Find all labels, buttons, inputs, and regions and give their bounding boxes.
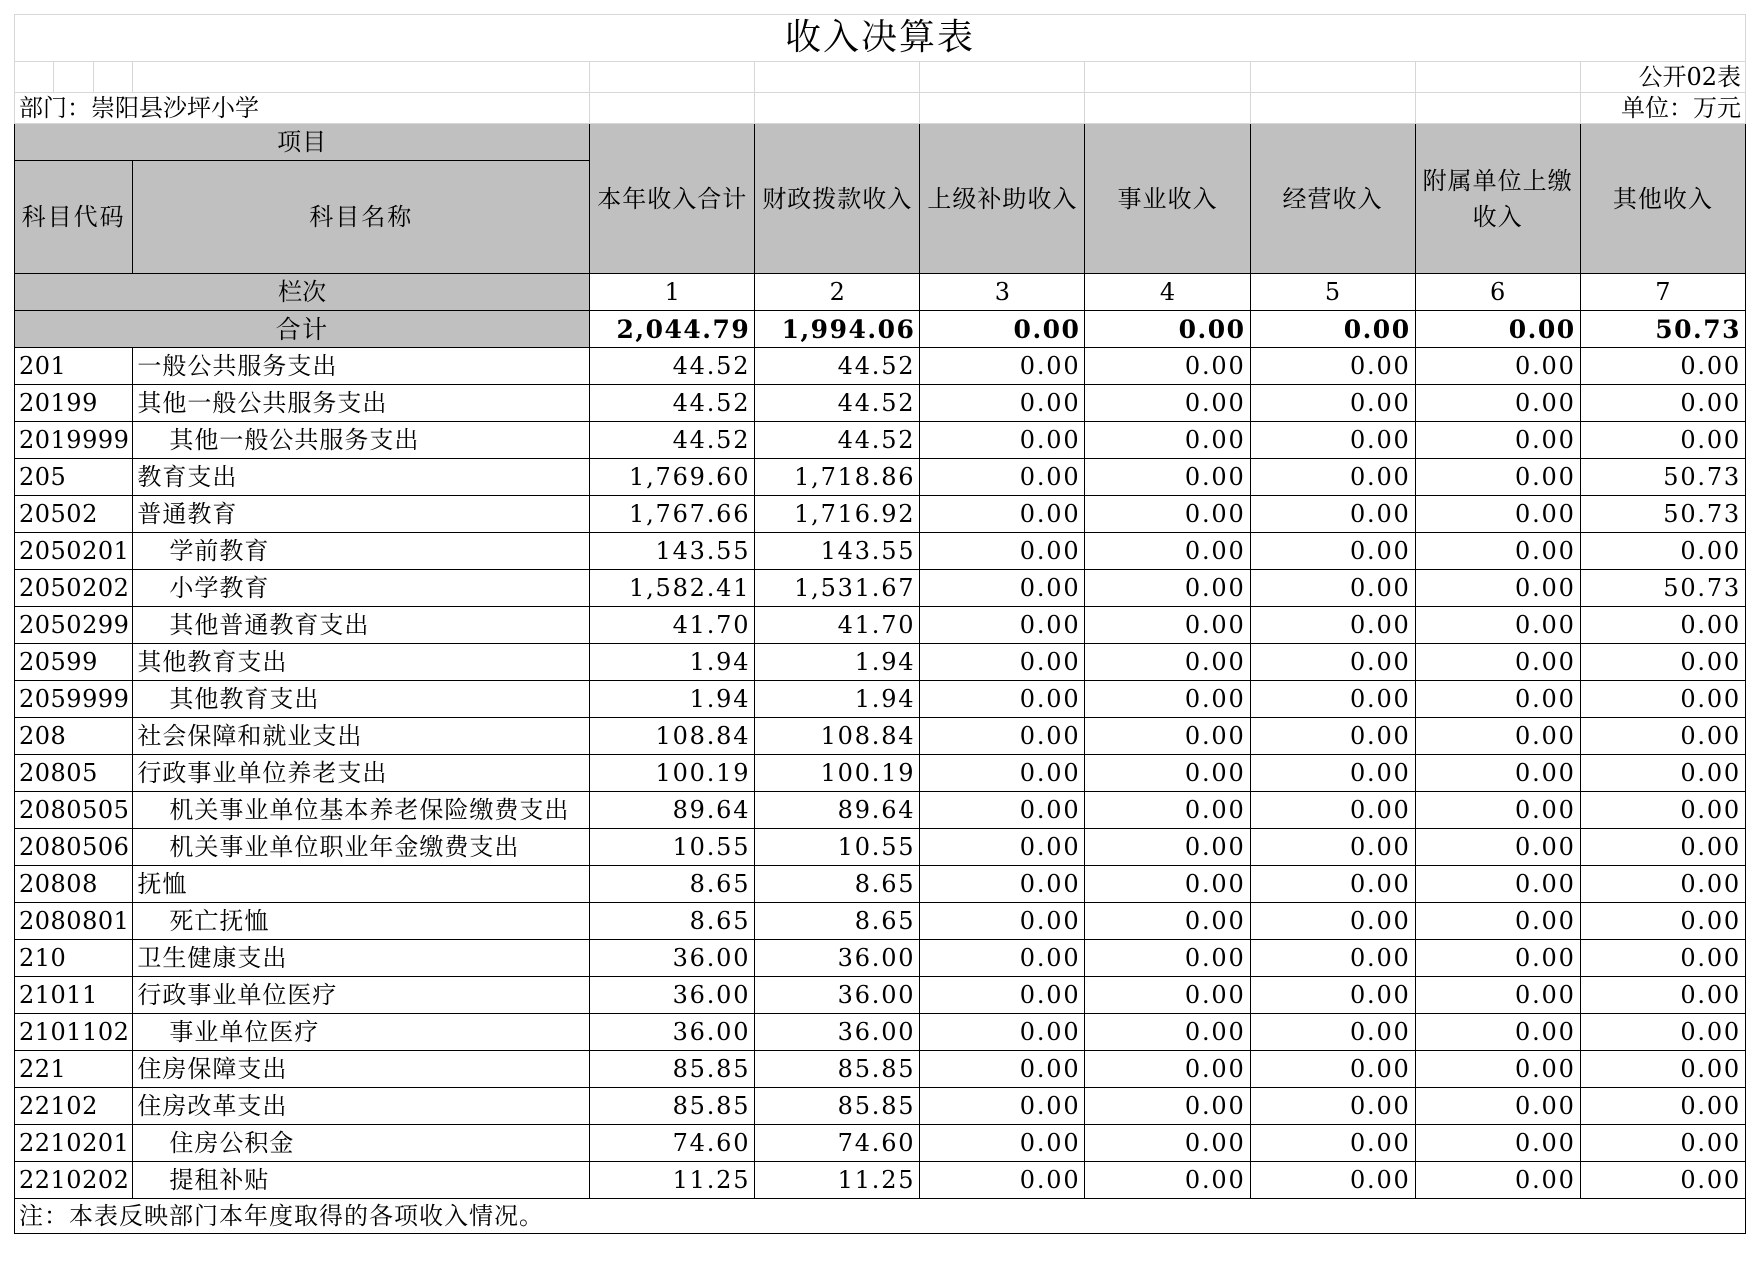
subject-code-cell: 20502 (15, 496, 133, 533)
amount-cell: 74.60 (755, 1125, 920, 1162)
index-cell: 4 (1085, 274, 1250, 311)
total-cell: 0.00 (920, 311, 1085, 348)
amount-cell: 0.00 (1250, 977, 1415, 1014)
amount-cell: 44.52 (755, 422, 920, 459)
amount-cell: 0.00 (1250, 607, 1415, 644)
amount-cell: 0.00 (1085, 829, 1250, 866)
subject-name-cell: 提租补贴 (133, 1162, 590, 1199)
amount-cell: 1,769.60 (590, 459, 755, 496)
amount-cell: 0.00 (920, 977, 1085, 1014)
subject-code-cell: 2101102 (15, 1014, 133, 1051)
amount-cell: 0.00 (920, 644, 1085, 681)
subject-name-cell: 社会保障和就业支出 (133, 718, 590, 755)
header-project: 项目 (15, 124, 590, 161)
footnote: 注：本表反映部门本年度取得的各项收入情况。 (15, 1199, 1746, 1234)
amount-cell: 0.00 (1250, 348, 1415, 385)
amount-cell: 0.00 (1250, 1051, 1415, 1088)
amount-cell: 36.00 (755, 977, 920, 1014)
amount-cell: 0.00 (1250, 866, 1415, 903)
amount-cell: 0.00 (920, 607, 1085, 644)
subject-name-cell: 其他普通教育支出 (133, 607, 590, 644)
amount-cell: 0.00 (1580, 940, 1745, 977)
table-row (15, 977, 1746, 1014)
amount-cell: 1.94 (590, 644, 755, 681)
amount-cell: 0.00 (1085, 644, 1250, 681)
amount-cell: 143.55 (590, 533, 755, 570)
header-subject-code: 科目代码 (15, 161, 133, 274)
amount-cell: 0.00 (1580, 1051, 1745, 1088)
amount-cell: 0.00 (1415, 977, 1580, 1014)
amount-cell: 0.00 (1250, 755, 1415, 792)
amount-cell: 0.00 (1580, 644, 1745, 681)
amount-cell: 0.00 (920, 1088, 1085, 1125)
subject-code-cell: 2050201 (15, 533, 133, 570)
subject-code-cell: 20808 (15, 866, 133, 903)
amount-cell: 50.73 (1580, 459, 1745, 496)
amount-cell: 0.00 (1415, 607, 1580, 644)
amount-cell: 0.00 (1415, 792, 1580, 829)
amount-cell: 0.00 (1250, 1014, 1415, 1051)
amount-cell: 0.00 (1415, 459, 1580, 496)
subject-code-cell: 2210202 (15, 1162, 133, 1199)
amount-cell: 0.00 (920, 940, 1085, 977)
subject-name-cell: 卫生健康支出 (133, 940, 590, 977)
subject-name-cell: 教育支出 (133, 459, 590, 496)
amount-cell: 74.60 (590, 1125, 755, 1162)
subject-name-cell: 其他教育支出 (133, 644, 590, 681)
amount-cell: 36.00 (590, 940, 755, 977)
amount-cell: 0.00 (1085, 755, 1250, 792)
amount-cell: 0.00 (1580, 792, 1745, 829)
amount-cell: 0.00 (1085, 1162, 1250, 1199)
amount-cell: 0.00 (1415, 1088, 1580, 1125)
amount-cell: 36.00 (755, 1014, 920, 1051)
subject-code-cell: 20199 (15, 385, 133, 422)
amount-cell: 0.00 (1250, 570, 1415, 607)
amount-cell: 0.00 (920, 496, 1085, 533)
subject-name-cell: 一般公共服务支出 (133, 348, 590, 385)
subject-name-cell: 其他一般公共服务支出 (133, 385, 590, 422)
amount-cell: 0.00 (1580, 1088, 1745, 1125)
amount-cell: 108.84 (755, 718, 920, 755)
index-cell: 2 (755, 274, 920, 311)
amount-cell: 0.00 (1085, 977, 1250, 1014)
amount-cell: 0.00 (1085, 940, 1250, 977)
amount-cell: 0.00 (1580, 681, 1745, 718)
amount-cell: 0.00 (1580, 866, 1745, 903)
amount-cell: 0.00 (1415, 1014, 1580, 1051)
table-row (15, 718, 1746, 755)
subject-name-cell: 学前教育 (133, 533, 590, 570)
amount-cell: 100.19 (590, 755, 755, 792)
table-row (15, 1051, 1746, 1088)
subject-code-cell: 205 (15, 459, 133, 496)
amount-cell: 0.00 (920, 829, 1085, 866)
amount-cell: 0.00 (1085, 496, 1250, 533)
subject-name-cell: 住房保障支出 (133, 1051, 590, 1088)
amount-cell: 50.73 (1580, 570, 1745, 607)
amount-cell: 0.00 (920, 718, 1085, 755)
amount-cell: 85.85 (590, 1088, 755, 1125)
table-row (15, 681, 1746, 718)
header-subject-name: 科目名称 (133, 161, 590, 274)
subject-name-cell: 机关事业单位职业年金缴费支出 (133, 829, 590, 866)
subject-name-cell: 死亡抚恤 (133, 903, 590, 940)
subject-code-cell: 210 (15, 940, 133, 977)
table-row (15, 348, 1746, 385)
amount-cell: 0.00 (1085, 1088, 1250, 1125)
table-row (15, 533, 1746, 570)
amount-cell: 0.00 (920, 755, 1085, 792)
index-cell: 6 (1415, 274, 1580, 311)
amount-cell: 0.00 (1580, 903, 1745, 940)
amount-cell: 0.00 (1580, 718, 1745, 755)
amount-cell: 0.00 (1250, 533, 1415, 570)
page-title: 收入决算表 (15, 15, 1746, 62)
amount-cell: 0.00 (1250, 1125, 1415, 1162)
subject-code-cell: 21011 (15, 977, 133, 1014)
amount-cell: 0.00 (1085, 792, 1250, 829)
amount-cell: 0.00 (920, 533, 1085, 570)
income-final-accounts-sheet (14, 14, 1746, 1234)
amount-cell: 1.94 (755, 681, 920, 718)
table-row (15, 422, 1746, 459)
total-cell: 2,044.79 (590, 311, 755, 348)
subject-name-cell: 抚恤 (133, 866, 590, 903)
subject-code-cell: 2059999 (15, 681, 133, 718)
header-other-income: 其他收入 (1580, 124, 1745, 274)
amount-cell: 0.00 (1250, 1162, 1415, 1199)
amount-cell: 100.19 (755, 755, 920, 792)
amount-cell: 36.00 (590, 977, 755, 1014)
amount-cell: 8.65 (590, 866, 755, 903)
amount-cell: 0.00 (1250, 385, 1415, 422)
amount-cell: 0.00 (1415, 348, 1580, 385)
amount-cell: 0.00 (1580, 607, 1745, 644)
amount-cell: 0.00 (1085, 718, 1250, 755)
table-row (15, 940, 1746, 977)
amount-cell: 0.00 (1250, 792, 1415, 829)
amount-cell: 10.55 (590, 829, 755, 866)
amount-cell: 44.52 (755, 385, 920, 422)
amount-cell: 0.00 (1250, 681, 1415, 718)
amount-cell: 0.00 (1085, 348, 1250, 385)
amount-cell: 0.00 (920, 422, 1085, 459)
amount-cell: 0.00 (920, 1014, 1085, 1051)
subject-code-cell: 20599 (15, 644, 133, 681)
table-row (15, 792, 1746, 829)
amount-cell: 0.00 (1415, 755, 1580, 792)
amount-cell: 0.00 (1250, 718, 1415, 755)
amount-cell: 0.00 (920, 1125, 1085, 1162)
total-cell: 0.00 (1250, 311, 1415, 348)
amount-cell: 0.00 (1580, 533, 1745, 570)
subject-name-cell: 住房公积金 (133, 1125, 590, 1162)
amount-cell: 0.00 (1085, 1014, 1250, 1051)
subject-code-cell: 2210201 (15, 1125, 133, 1162)
amount-cell: 89.64 (590, 792, 755, 829)
amount-cell: 11.25 (590, 1162, 755, 1199)
subject-code-cell: 2050202 (15, 570, 133, 607)
amount-cell: 0.00 (1415, 866, 1580, 903)
header-fiscal-appropriation: 财政拨款收入 (755, 124, 920, 274)
table-row (15, 829, 1746, 866)
total-row-label: 合计 (15, 311, 590, 348)
amount-cell: 89.64 (755, 792, 920, 829)
header-operating-income: 经营收入 (1250, 124, 1415, 274)
amount-cell: 0.00 (1250, 1088, 1415, 1125)
subject-code-cell: 2080505 (15, 792, 133, 829)
amount-cell: 0.00 (920, 348, 1085, 385)
amount-cell: 36.00 (755, 940, 920, 977)
amount-cell: 0.00 (1085, 459, 1250, 496)
header-business-income: 事业收入 (1085, 124, 1250, 274)
header-subordinate-unit-income: 附属单位上缴收入 (1415, 124, 1580, 274)
table-row (15, 755, 1746, 792)
index-row-label: 栏次 (15, 274, 590, 311)
amount-cell: 11.25 (755, 1162, 920, 1199)
amount-cell: 0.00 (1415, 829, 1580, 866)
amount-cell: 10.55 (755, 829, 920, 866)
amount-cell: 0.00 (1580, 348, 1745, 385)
amount-cell: 0.00 (1580, 1014, 1745, 1051)
amount-cell: 1,767.66 (590, 496, 755, 533)
amount-cell: 0.00 (1415, 1051, 1580, 1088)
amount-cell: 0.00 (1415, 496, 1580, 533)
amount-cell: 0.00 (1250, 459, 1415, 496)
amount-cell: 0.00 (1415, 681, 1580, 718)
amount-cell: 0.00 (1085, 1051, 1250, 1088)
amount-cell: 0.00 (920, 570, 1085, 607)
amount-cell: 85.85 (755, 1051, 920, 1088)
amount-cell: 0.00 (1415, 903, 1580, 940)
amount-cell: 1,582.41 (590, 570, 755, 607)
amount-cell: 50.73 (1580, 496, 1745, 533)
subject-name-cell: 其他一般公共服务支出 (133, 422, 590, 459)
subject-code-cell: 20805 (15, 755, 133, 792)
table-row (15, 496, 1746, 533)
subject-name-cell: 住房改革支出 (133, 1088, 590, 1125)
amount-cell: 1,718.86 (755, 459, 920, 496)
amount-cell: 0.00 (1415, 533, 1580, 570)
index-cell: 5 (1250, 274, 1415, 311)
table-row (15, 1125, 1746, 1162)
amount-cell: 0.00 (1085, 1125, 1250, 1162)
amount-cell: 0.00 (1580, 1162, 1745, 1199)
amount-cell: 0.00 (920, 459, 1085, 496)
table-row (15, 570, 1746, 607)
amount-cell: 0.00 (1580, 422, 1745, 459)
amount-cell: 8.65 (590, 903, 755, 940)
amount-cell: 41.70 (590, 607, 755, 644)
subject-code-cell: 22102 (15, 1088, 133, 1125)
amount-cell: 44.52 (755, 348, 920, 385)
amount-cell: 1,716.92 (755, 496, 920, 533)
amount-cell: 0.00 (1415, 1125, 1580, 1162)
amount-cell: 44.52 (590, 422, 755, 459)
amount-cell: 0.00 (1580, 829, 1745, 866)
amount-cell: 0.00 (1250, 940, 1415, 977)
header-superior-subsidy: 上级补助收入 (920, 124, 1085, 274)
table-row (15, 644, 1746, 681)
amount-cell: 0.00 (920, 385, 1085, 422)
subject-name-cell: 普通教育 (133, 496, 590, 533)
amount-cell: 0.00 (1580, 1125, 1745, 1162)
subject-code-cell: 208 (15, 718, 133, 755)
subject-code-cell: 221 (15, 1051, 133, 1088)
department-label: 部门：崇阳县沙坪小学 (15, 93, 590, 124)
amount-cell: 0.00 (920, 903, 1085, 940)
amount-cell: 0.00 (1085, 533, 1250, 570)
amount-cell: 0.00 (1085, 607, 1250, 644)
total-cell: 0.00 (1415, 311, 1580, 348)
amount-cell: 0.00 (1415, 940, 1580, 977)
amount-cell: 0.00 (1085, 903, 1250, 940)
amount-cell: 108.84 (590, 718, 755, 755)
subject-name-cell: 行政事业单位养老支出 (133, 755, 590, 792)
table-row (15, 385, 1746, 422)
total-cell: 50.73 (1580, 311, 1745, 348)
amount-cell: 0.00 (1085, 422, 1250, 459)
amount-cell: 1.94 (590, 681, 755, 718)
amount-cell: 0.00 (1580, 755, 1745, 792)
amount-cell: 0.00 (920, 1162, 1085, 1199)
amount-cell: 0.00 (1415, 385, 1580, 422)
subject-name-cell: 事业单位医疗 (133, 1014, 590, 1051)
income-table (14, 14, 1746, 1234)
index-cell: 1 (590, 274, 755, 311)
amount-cell: 85.85 (755, 1088, 920, 1125)
table-row (15, 1088, 1746, 1125)
amount-cell: 36.00 (590, 1014, 755, 1051)
subject-code-cell: 201 (15, 348, 133, 385)
total-cell: 1,994.06 (755, 311, 920, 348)
index-cell: 7 (1580, 274, 1745, 311)
form-number: 公开02表 (1580, 62, 1745, 93)
amount-cell: 0.00 (1250, 422, 1415, 459)
amount-cell: 85.85 (590, 1051, 755, 1088)
amount-cell: 1.94 (755, 644, 920, 681)
table-row (15, 866, 1746, 903)
amount-cell: 8.65 (755, 866, 920, 903)
subject-code-cell: 2080506 (15, 829, 133, 866)
amount-cell: 0.00 (1250, 829, 1415, 866)
amount-cell: 0.00 (920, 866, 1085, 903)
amount-cell: 0.00 (1415, 718, 1580, 755)
amount-cell: 41.70 (755, 607, 920, 644)
amount-cell: 0.00 (1580, 977, 1745, 1014)
amount-cell: 1,531.67 (755, 570, 920, 607)
amount-cell: 143.55 (755, 533, 920, 570)
index-cell: 3 (920, 274, 1085, 311)
amount-cell: 8.65 (755, 903, 920, 940)
amount-cell: 44.52 (590, 348, 755, 385)
amount-cell: 0.00 (1250, 903, 1415, 940)
amount-cell: 0.00 (1415, 570, 1580, 607)
amount-cell: 0.00 (1415, 644, 1580, 681)
amount-cell: 0.00 (1580, 385, 1745, 422)
table-row (15, 903, 1746, 940)
amount-cell: 0.00 (1085, 866, 1250, 903)
amount-cell: 0.00 (1250, 644, 1415, 681)
amount-cell: 0.00 (920, 681, 1085, 718)
amount-cell: 0.00 (920, 1051, 1085, 1088)
table-row (15, 1162, 1746, 1199)
amount-cell: 0.00 (1085, 385, 1250, 422)
amount-cell: 44.52 (590, 385, 755, 422)
amount-cell: 0.00 (1250, 496, 1415, 533)
table-row (15, 607, 1746, 644)
unit-label: 单位：万元 (1580, 93, 1745, 124)
amount-cell: 0.00 (1085, 570, 1250, 607)
subject-code-cell: 2019999 (15, 422, 133, 459)
subject-name-cell: 行政事业单位医疗 (133, 977, 590, 1014)
table-row (15, 459, 1746, 496)
subject-name-cell: 机关事业单位基本养老保险缴费支出 (133, 792, 590, 829)
subject-name-cell: 其他教育支出 (133, 681, 590, 718)
amount-cell: 0.00 (1085, 681, 1250, 718)
subject-code-cell: 2080801 (15, 903, 133, 940)
amount-cell: 0.00 (1415, 422, 1580, 459)
table-row (15, 1014, 1746, 1051)
total-cell: 0.00 (1085, 311, 1250, 348)
subject-code-cell: 2050299 (15, 607, 133, 644)
amount-cell: 0.00 (920, 792, 1085, 829)
header-total-income: 本年收入合计 (590, 124, 755, 274)
amount-cell: 0.00 (1415, 1162, 1580, 1199)
subject-name-cell: 小学教育 (133, 570, 590, 607)
